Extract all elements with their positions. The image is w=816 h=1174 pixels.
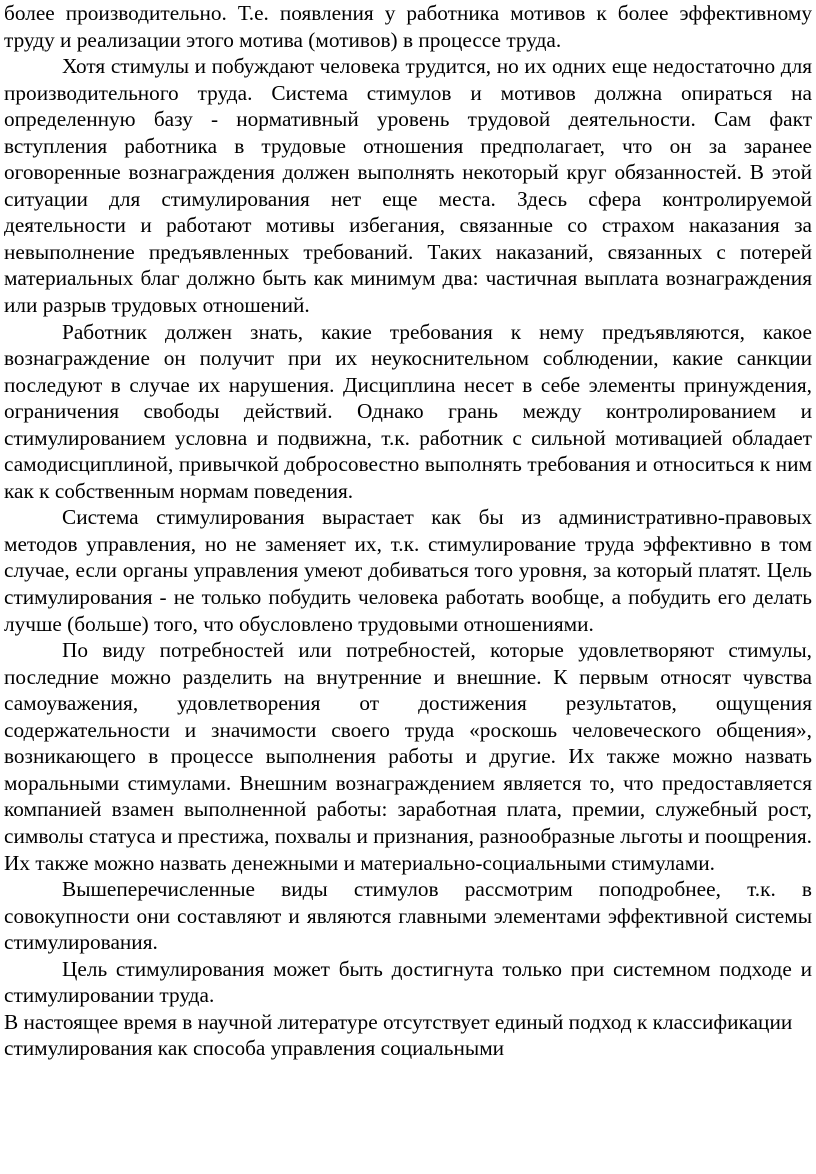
paragraph-stimuli-types: Вышеперечисленные виды стимулов рассмотрим поподробнее, т.к. в совокупности они составляют и являются главными элементами эффективной системы стимулирования. <box>4 877 812 955</box>
paragraph-continuation: более производительно. Т.е. появления у работника мотивов к более эффективному труду и реализации этого мотива (мотивов) в процессе труда. <box>4 1 812 52</box>
paragraph-stimulation-system: Система стимулирования вырастает как бы из административно-правовых методов управления, но не заменяет их, т.к. стимулирование труда эффективно в том случае, если органы управления умеют добиваться того уровня, за который платят. Цель стимулирования - не только побудить человека работать вообще, а побудить его делать лучше (больше) того, что обусловлено трудовыми отношениями. <box>4 505 812 636</box>
paragraph-classification: В настоящее время в научной литературе отсутствует единый подход к классификации стимулирования как способа управления социальными <box>4 1009 793 1061</box>
paragraph-stimuli-basis: Хотя стимулы и побуждают человека трудится, но их одних еще недостаточно для производительного труда. Система стимулов и мотивов должна опираться на определенную базу - нормативный уровень трудовой деятельности. Сам факт вступления работника в трудовые отношения предполагает, что он за заранее оговоренные вознаграждения должен выполнять некоторый круг обязанностей. В этой ситуации для стимулирования нет еще места. Здесь сфера контролируемой деятельности и работают мотивы избегания, связанные со страхом наказания за невыполнение предъявленных требований. Таких наказаний, связанных с потерей материальных благ должно быть как минимум два: частичная выплата вознаграждения или разрыв трудовых отношений. <box>4 54 812 318</box>
paragraph-worker-requirements: Работник должен знать, какие требования к нему предъявляются, какое вознаграждение он получит при их неукоснительном соблюдении, какие санкции последуют в случае их нарушения. Дисциплина несет в себе элементы принуждения, ограничения свободы действий. Однако грань между контролированием и стимулированием условна и подвижна, т.к. работник с сильной мотивацией обладает самодисциплиной, привычкой добросовестно выполнять требования и относиться к ним как к собственным нормам поведения. <box>4 319 812 503</box>
paragraph-stimulation-goal: Цель стимулирования может быть достигнута только при системном подходе и стимулировании труда. <box>4 956 812 1008</box>
paragraph-internal-external-stimuli: По виду потребностей или потребностей, которые удовлетворяют стимулы, последние можно разделить на внутренние и внешние. К первым относят чувства самоуважения, удовлетворения от достижения результатов, ощущения содержательности и значимости своего труда «роскошь человеческого общения», возникающего в процессе выполнения работы и другие. Их также можно назвать моральными стимулами. Внешним вознаграждением является то, что предоставляется компанией взамен выполненной работы: заработная плата, премии, служебный рост, символы статуса и престижа, похвалы и признания, разнообразные льготы и поощрения. Их также можно назвать денежными и материально-социальными стимулами. <box>4 638 812 875</box>
